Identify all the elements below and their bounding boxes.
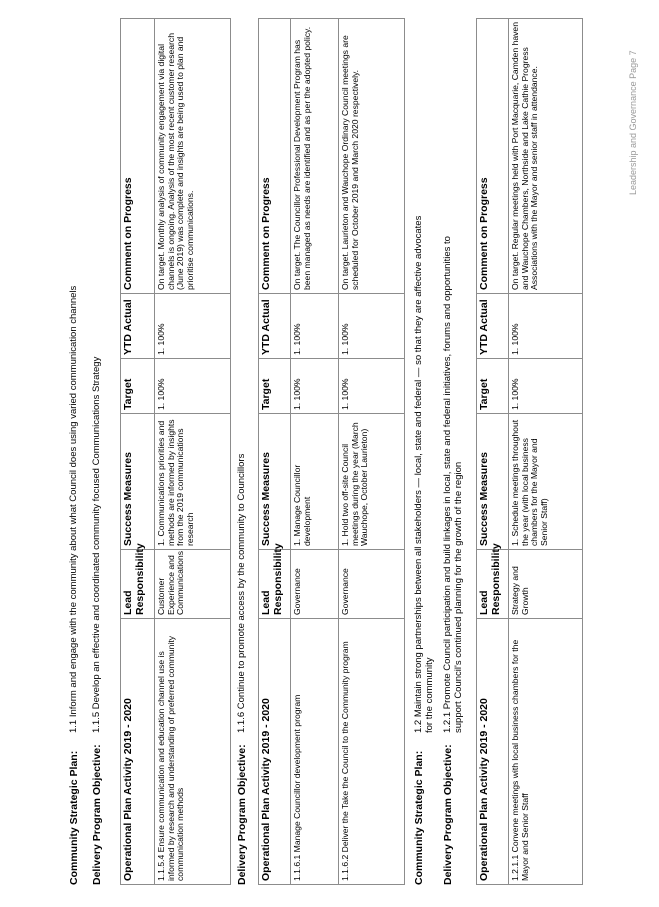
dpo-text: 1.2.1 Promote Council participation and build linkages in local, state and federal initiatives, forums and opportunities to support Council's continued planning for the growth of the region: [442, 236, 464, 733]
header-activity: Operational Plan Activity 2019 - 2020: [477, 619, 509, 885]
cell-ytd: 1. 100%: [509, 294, 583, 359]
csp-text: 1.2 Maintain strong partnerships between all stakeholders — local, state and federal — so that they are affective advocates for the community: [413, 215, 435, 733]
cell-measures: 1. Communications priorities and methods are informed by insights from the 2019 communications research: [155, 414, 231, 550]
header-measures: Success Measures: [121, 414, 155, 550]
cell-comment: On target. Regular meetings held with Port Macquarie, Camden haven and Wauchope Chambers, Northside and Lake Cathie Progress Associations with the Mayor and senior staff in attendance.: [509, 19, 583, 294]
header-measures: Success Measures: [259, 414, 291, 550]
table-row: [339, 19, 405, 885]
csp-text: 1.1 Inform and engage with the community about what Council does using varied communication channels: [68, 285, 79, 733]
csp-label: Community Strategic Plan:: [413, 750, 425, 885]
cell-comment: On target. Laurieton and Wauchope Ordinary Council meetings are scheduled for October 2019 and March 2020 respectively.: [339, 19, 405, 294]
dpo-label: Delivery Program Objective:: [91, 744, 103, 885]
header-comment: Comment on Progress: [477, 19, 509, 294]
cell-comment: On target. The Councillor Professional Development Program has been managed as needs are identified and as per the adopted policy.: [291, 19, 339, 294]
csp-line-2: [413, 215, 435, 885]
cell-lead: Strategy and Growth: [509, 550, 583, 619]
cell-ytd: 1. 100%: [339, 294, 405, 359]
cell-measures: 1. Schedule meetings throughout the year (with local business chambers for the Mayor and Senior Staff): [509, 414, 583, 550]
cell-target: 1. 100%: [291, 359, 339, 414]
header-activity: Operational Plan Activity 2019 - 2020: [259, 619, 291, 885]
header-target: Target: [477, 359, 509, 414]
header-ytd: YTD Actual: [259, 294, 291, 359]
table-section-2: [258, 18, 405, 885]
csp-label: Community Strategic Plan:: [68, 750, 80, 885]
table-row: [509, 19, 583, 885]
table-section-1: [120, 18, 231, 885]
cell-activity: 1.1.5.4 Ensure communication and education channel use is informed by research and understanding of preferred community communication methods: [155, 619, 231, 885]
csp-line-1: [68, 285, 81, 885]
dpo-label: Delivery Program Objective:: [236, 744, 248, 885]
cell-lead: Governance: [291, 550, 339, 619]
header-target: Target: [121, 359, 155, 414]
cell-lead: Customer Experience and Communications: [155, 550, 231, 619]
cell-target: 1. 100%: [155, 359, 231, 414]
cell-lead: Governance: [339, 550, 405, 619]
dpo-label: Delivery Program Objective:: [442, 744, 454, 885]
header-comment: Comment on Progress: [259, 19, 291, 294]
cell-measures: 1. Hold two off-site Council meetings during the year (March Wauchope, October Laurieton): [339, 414, 405, 550]
header-activity: Operational Plan Activity 2019 - 2020: [121, 619, 155, 885]
cell-comment: On target. Monthly analysis of community engagement via digital channels is ongoing. Analysis of the most recent customer research (June 2019) was complete and insights are being used to plan and prioritise communications.: [155, 19, 231, 294]
table-header-row: [477, 19, 509, 885]
dpo-text: 1.1.5 Develop an effective and coordinated community focused Communications Strategy: [91, 356, 102, 733]
header-lead: Lead Responsibility: [121, 550, 155, 619]
cell-activity: 1.1.6.2 Deliver the Take the Council to the Community program: [339, 619, 405, 885]
cell-target: 1. 100%: [509, 359, 583, 414]
table-section-3: [476, 18, 583, 885]
dpo-line-3: [442, 236, 464, 885]
cell-activity: 1.1.6.1 Manage Councillor development program: [291, 619, 339, 885]
header-target: Target: [259, 359, 291, 414]
dpo-line-1: [91, 356, 104, 885]
table-header-row: [121, 19, 155, 885]
cell-target: 1. 100%: [339, 359, 405, 414]
table-row: [155, 19, 231, 885]
table-header-row: [259, 19, 291, 885]
header-measures: Success Measures: [477, 414, 509, 550]
cell-ytd: 1. 100%: [291, 294, 339, 359]
dpo-line-2: [236, 453, 249, 885]
page-footer: Leadership and Governance Page 7: [628, 50, 638, 195]
cell-activity: 1.2.1.1 Convene meetings with local business chambers for the Mayor and Senior Staff: [509, 619, 583, 885]
cell-measures: 1. Manage Councillor development: [291, 414, 339, 550]
header-ytd: YTD Actual: [121, 294, 155, 359]
header-comment: Comment on Progress: [121, 19, 155, 294]
header-lead: Lead Responsibility: [259, 550, 291, 619]
dpo-text: 1.1.6 Continue to promote access by the community to Councillors: [236, 453, 247, 733]
header-lead: Lead Responsibility: [477, 550, 509, 619]
header-ytd: YTD Actual: [477, 294, 509, 359]
cell-ytd: 1. 100%: [155, 294, 231, 359]
table-row: [291, 19, 339, 885]
